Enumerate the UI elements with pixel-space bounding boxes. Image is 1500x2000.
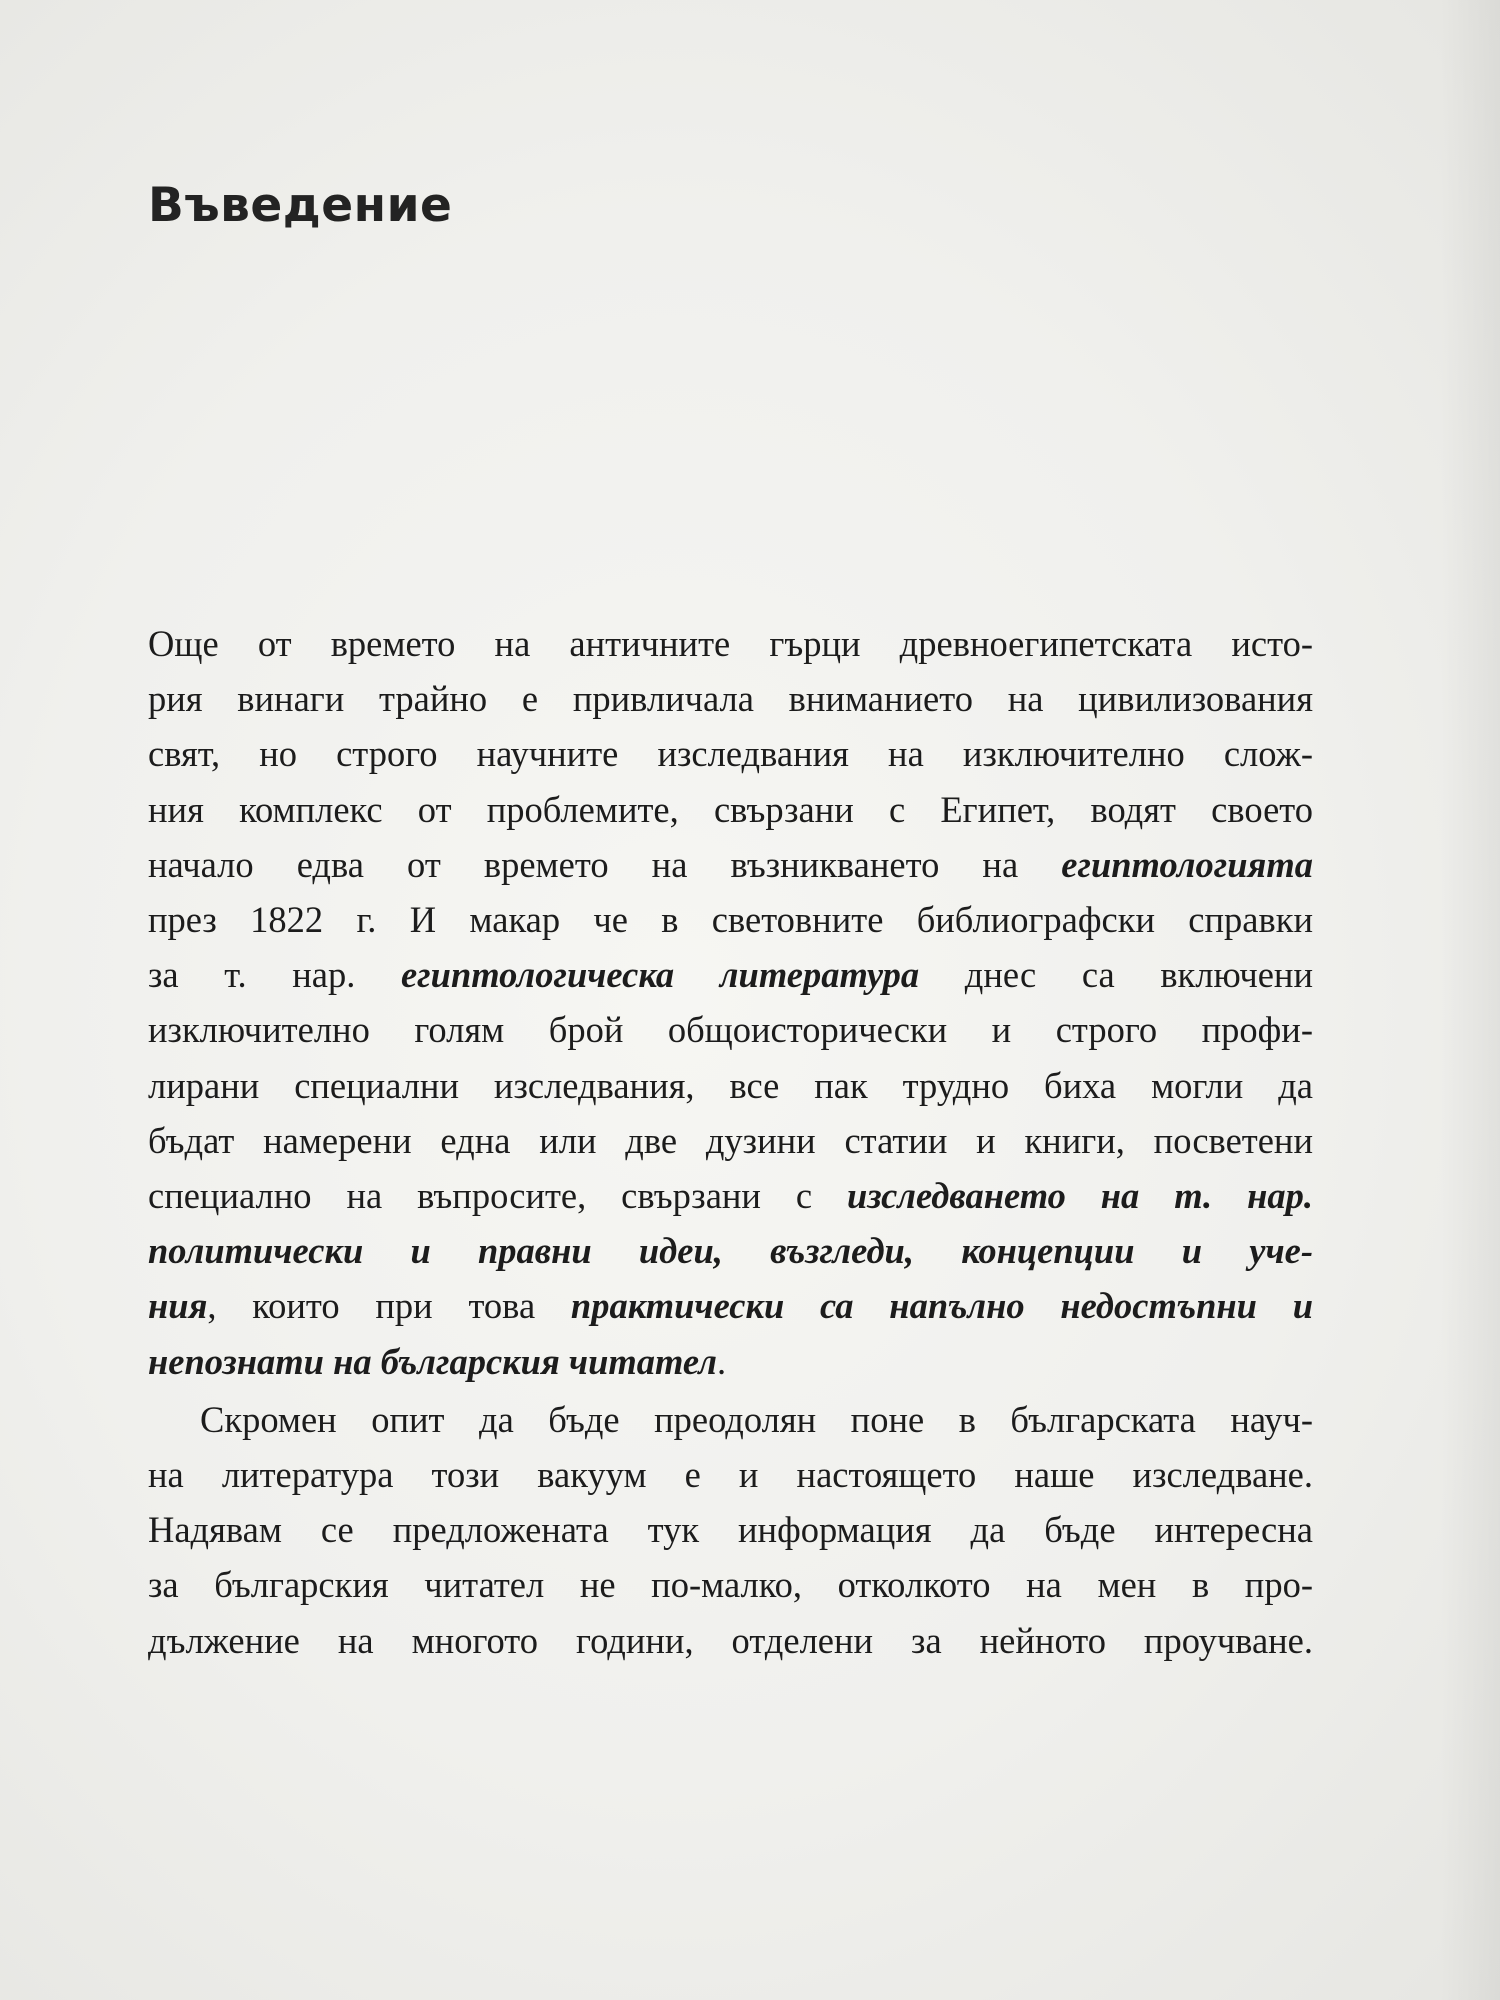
emphasis-text: непознати на българския читател [148, 1340, 717, 1382]
emphasis-text: практически са напълно недостъпни и [570, 1285, 1314, 1327]
text-line: Надявам се предложената тук информация да бъде интересна [148, 1509, 1313, 1551]
text-line: за т. нар. египтологическа литература днес са включени [148, 954, 1314, 996]
text-line: Скромен опит да бъде преодолян поне в българската науч- [200, 1398, 1313, 1440]
text-line: ния, които при това практически са напълно недостъпни и [148, 1285, 1314, 1327]
emphasis-text: египтологията [1061, 843, 1313, 885]
text-line: изключително голям брой общоисторически и строго профи- [148, 1009, 1313, 1051]
emphasis-text: египтологическа литература [400, 954, 920, 996]
page-edge-shadow [1440, 0, 1500, 2000]
text-line [148, 1223, 1313, 1278]
body-text [148, 616, 1313, 1668]
emphasis-text: изследването на т. нар. [847, 1175, 1313, 1217]
text-line: рия винаги трайно е привличала вниманието на цивилизования [148, 678, 1313, 720]
text-line: непознати на българския читател. [148, 1340, 727, 1382]
emphasis-text: ния [148, 1285, 208, 1327]
page-heading: Въведение [148, 178, 453, 233]
text-line: начало едва от времето на възникването на египтологията [148, 843, 1313, 885]
text-line: бъдат намерени една или две дузини статии и книги, посветени [148, 1119, 1313, 1161]
text-line: на литература този вакуум е и настоящето наше изследване. [148, 1454, 1313, 1496]
paragraph-1 [148, 616, 1313, 1389]
text-line: свят, но строго научните изследвания на изключително слож- [148, 733, 1313, 775]
text-line: дължение на многото години, отделени за нейното проучване. [148, 1619, 1313, 1661]
text-line: специално на въпросите, свързани с изследването на т. нар. [148, 1175, 1313, 1217]
emphasis-text: политически и правни идеи, възгледи, концепции и уче- [148, 1230, 1313, 1272]
text-line: лирани специални изследвания, все пак трудно биха могли да [148, 1064, 1313, 1106]
text-line: през 1822 г. И макар че в световните библиографски справки [148, 899, 1313, 941]
paragraph-2 [148, 1392, 1313, 1668]
text-line: за българския читател не по-малко, отколкото на мен в про- [148, 1564, 1313, 1606]
text-line: ния комплекс от проблемите, свързани с Египет, водят своето [148, 788, 1313, 830]
text-line: Още от времето на античните гърци древноегипетската исто- [148, 623, 1313, 664]
